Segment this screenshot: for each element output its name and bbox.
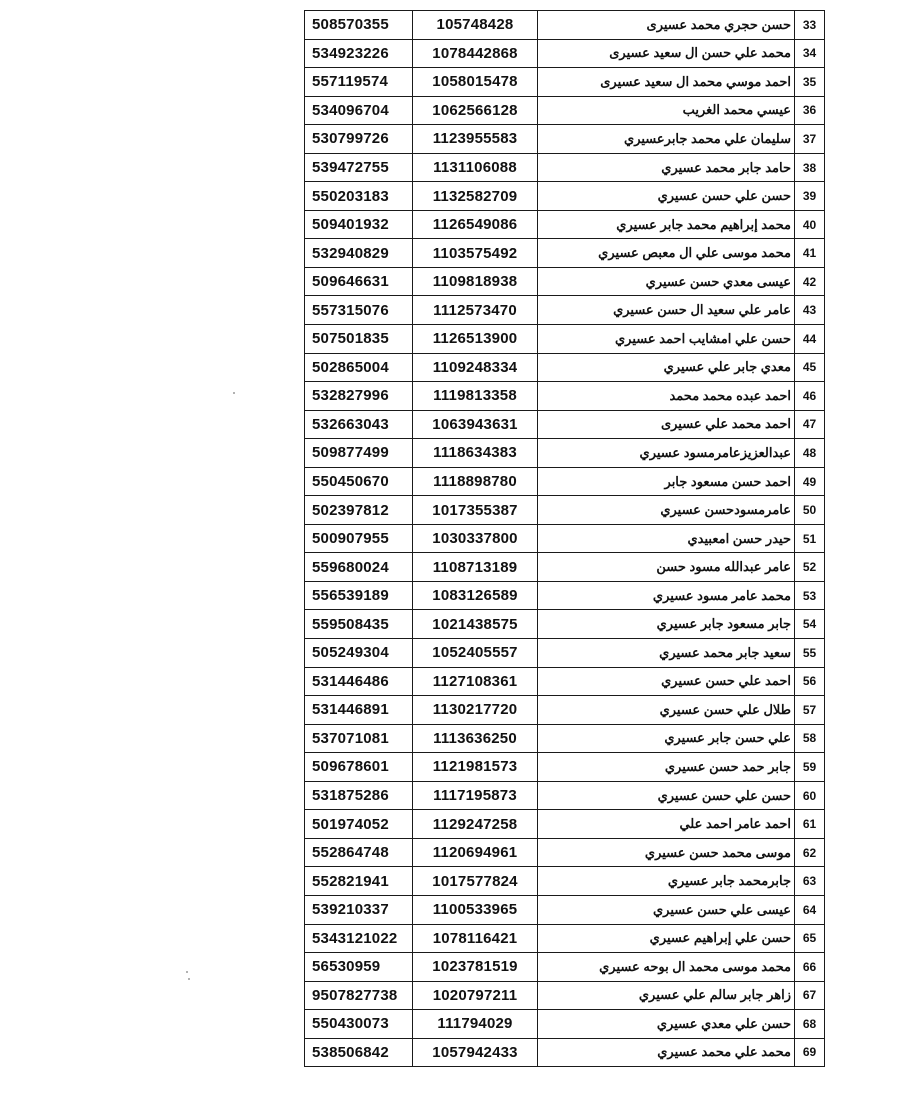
name-cell: محمد موسى محمد ال بوحه عسيري xyxy=(538,953,795,982)
row-number-cell: 34 xyxy=(795,39,825,68)
phone-cell: 532663043 xyxy=(305,410,413,439)
name-cell: حيدر حسن امعبيدي xyxy=(538,524,795,553)
row-number-cell: 51 xyxy=(795,524,825,553)
id-number-cell: 1017577824 xyxy=(413,867,538,896)
table-row xyxy=(305,553,825,582)
name-cell: سعيد جابر محمد عسيري xyxy=(538,639,795,668)
name-cell: حسن حجري محمد عسيرى xyxy=(538,11,795,40)
row-number-cell: 66 xyxy=(795,953,825,982)
table-row xyxy=(305,610,825,639)
name-cell: احمد عامر احمد علي xyxy=(538,810,795,839)
id-number-cell: 1078442868 xyxy=(413,39,538,68)
name-cell: احمد محمد علي عسيرى xyxy=(538,410,795,439)
table-row xyxy=(305,125,825,154)
name-cell: جابرمحمد جابر عسيري xyxy=(538,867,795,896)
phone-cell: 531446486 xyxy=(305,667,413,696)
table-row xyxy=(305,781,825,810)
name-cell: محمد إبراهيم محمد جابر عسيري xyxy=(538,210,795,239)
table-row xyxy=(305,410,825,439)
row-number-cell: 50 xyxy=(795,496,825,525)
id-number-cell: 1023781519 xyxy=(413,953,538,982)
phone-cell: 559680024 xyxy=(305,553,413,582)
table-row xyxy=(305,11,825,40)
table-row xyxy=(305,724,825,753)
scan-speck xyxy=(186,971,188,973)
id-number-cell: 1058015478 xyxy=(413,68,538,97)
id-number-cell: 1127108361 xyxy=(413,667,538,696)
scanned-table-sheet xyxy=(304,10,824,1067)
id-number-cell: 1103575492 xyxy=(413,239,538,268)
phone-cell: 550430073 xyxy=(305,1010,413,1039)
name-cell: احمد موسي محمد ال سعيد عسيرى xyxy=(538,68,795,97)
name-cell: محمد علي محمد عسيري xyxy=(538,1038,795,1067)
phone-cell: 534096704 xyxy=(305,96,413,125)
row-number-cell: 37 xyxy=(795,125,825,154)
phone-cell: 509646631 xyxy=(305,267,413,296)
name-cell: احمد حسن مسعود جابر xyxy=(538,467,795,496)
name-cell: عيسي محمد الغريب xyxy=(538,96,795,125)
table-row xyxy=(305,524,825,553)
table-row xyxy=(305,96,825,125)
phone-cell: 552821941 xyxy=(305,867,413,896)
phone-cell: 509401932 xyxy=(305,210,413,239)
table-row xyxy=(305,382,825,411)
name-cell: محمد علي حسن ال سعيد عسيرى xyxy=(538,39,795,68)
row-number-cell: 47 xyxy=(795,410,825,439)
id-number-cell: 1126549086 xyxy=(413,210,538,239)
phone-cell: 501974052 xyxy=(305,810,413,839)
name-cell: محمد عامر مسود عسيري xyxy=(538,581,795,610)
row-number-cell: 46 xyxy=(795,382,825,411)
id-number-cell: 1109248334 xyxy=(413,353,538,382)
id-number-cell: 1118898780 xyxy=(413,467,538,496)
phone-cell: 509877499 xyxy=(305,439,413,468)
table-row xyxy=(305,753,825,782)
name-cell: عامرمسودحسن عسيري xyxy=(538,496,795,525)
id-number-cell: 1017355387 xyxy=(413,496,538,525)
phone-cell: 502397812 xyxy=(305,496,413,525)
row-number-cell: 39 xyxy=(795,182,825,211)
phone-cell: 539210337 xyxy=(305,895,413,924)
id-number-cell: 1117195873 xyxy=(413,781,538,810)
phone-cell: 539472755 xyxy=(305,153,413,182)
phone-cell: 559508435 xyxy=(305,610,413,639)
phone-cell: 502865004 xyxy=(305,353,413,382)
id-number-cell: 1083126589 xyxy=(413,581,538,610)
id-number-cell: 1063943631 xyxy=(413,410,538,439)
name-cell: زاهر جابر سالم علي عسيري xyxy=(538,981,795,1010)
row-number-cell: 45 xyxy=(795,353,825,382)
row-number-cell: 67 xyxy=(795,981,825,1010)
row-number-cell: 54 xyxy=(795,610,825,639)
row-number-cell: 38 xyxy=(795,153,825,182)
name-cell: احمد علي حسن عسيري xyxy=(538,667,795,696)
phone-cell: 532827996 xyxy=(305,382,413,411)
name-cell: طلال علي حسن عسيري xyxy=(538,696,795,725)
phone-cell: 56530959 xyxy=(305,953,413,982)
row-number-cell: 41 xyxy=(795,239,825,268)
table-row xyxy=(305,210,825,239)
table-row xyxy=(305,153,825,182)
row-number-cell: 62 xyxy=(795,838,825,867)
phone-cell: 557315076 xyxy=(305,296,413,325)
id-number-cell: 1108713189 xyxy=(413,553,538,582)
id-number-cell: 111794029 xyxy=(413,1010,538,1039)
id-number-cell: 1057942433 xyxy=(413,1038,538,1067)
table-row xyxy=(305,1038,825,1067)
name-cell: سليمان علي محمد جابرعسيري xyxy=(538,125,795,154)
phone-cell: 538506842 xyxy=(305,1038,413,1067)
row-number-cell: 48 xyxy=(795,439,825,468)
phone-cell: 531446891 xyxy=(305,696,413,725)
row-number-cell: 64 xyxy=(795,895,825,924)
table-row xyxy=(305,810,825,839)
phone-cell: 508570355 xyxy=(305,11,413,40)
row-number-cell: 40 xyxy=(795,210,825,239)
row-number-cell: 33 xyxy=(795,11,825,40)
id-number-cell: 1021438575 xyxy=(413,610,538,639)
table-row xyxy=(305,439,825,468)
row-number-cell: 44 xyxy=(795,325,825,354)
name-cell: موسى محمد حسن عسيري xyxy=(538,838,795,867)
name-cell: عبدالعزيزعامرمسود عسيري xyxy=(538,439,795,468)
table-row xyxy=(305,325,825,354)
row-number-cell: 42 xyxy=(795,267,825,296)
table-row xyxy=(305,182,825,211)
name-cell: عيسى علي حسن عسيري xyxy=(538,895,795,924)
row-number-cell: 69 xyxy=(795,1038,825,1067)
phone-cell: 505249304 xyxy=(305,639,413,668)
table-row xyxy=(305,296,825,325)
phone-cell: 530799726 xyxy=(305,125,413,154)
id-number-cell: 1078116421 xyxy=(413,924,538,953)
row-number-cell: 56 xyxy=(795,667,825,696)
name-cell: حسن علي حسن عسيري xyxy=(538,781,795,810)
name-cell: حسن علي إبراهيم عسيري xyxy=(538,924,795,953)
id-number-cell: 1109818938 xyxy=(413,267,538,296)
table-row xyxy=(305,267,825,296)
phone-cell: 556539189 xyxy=(305,581,413,610)
phone-cell: 500907955 xyxy=(305,524,413,553)
name-cell: محمد موسى علي ال معبص عسيري xyxy=(538,239,795,268)
name-cell: حسن علي حسن عسيري xyxy=(538,182,795,211)
phone-cell: 534923226 xyxy=(305,39,413,68)
name-cell: احمد عبده محمد محمد xyxy=(538,382,795,411)
row-number-cell: 61 xyxy=(795,810,825,839)
table-row xyxy=(305,953,825,982)
name-cell: عامر علي سعيد ال حسن عسيري xyxy=(538,296,795,325)
row-number-cell: 59 xyxy=(795,753,825,782)
table-row xyxy=(305,639,825,668)
name-cell: معدي جابر علي عسيري xyxy=(538,353,795,382)
id-number-cell: 1131106088 xyxy=(413,153,538,182)
id-number-cell: 1120694961 xyxy=(413,838,538,867)
table-row xyxy=(305,353,825,382)
name-cell: جابر حمد حسن عسيري xyxy=(538,753,795,782)
name-cell: عامر عبدالله مسود حسن xyxy=(538,553,795,582)
table-row xyxy=(305,867,825,896)
table-row xyxy=(305,924,825,953)
id-number-cell: 105748428 xyxy=(413,11,538,40)
row-number-cell: 60 xyxy=(795,781,825,810)
row-number-cell: 63 xyxy=(795,867,825,896)
phone-cell: 509678601 xyxy=(305,753,413,782)
id-number-cell: 1132582709 xyxy=(413,182,538,211)
id-number-cell: 1123955583 xyxy=(413,125,538,154)
name-cell: علي حسن جابر عسيري xyxy=(538,724,795,753)
id-number-cell: 1100533965 xyxy=(413,895,538,924)
id-number-cell: 1020797211 xyxy=(413,981,538,1010)
row-number-cell: 53 xyxy=(795,581,825,610)
records-table-body xyxy=(305,11,825,1067)
table-row xyxy=(305,239,825,268)
table-row xyxy=(305,838,825,867)
row-number-cell: 35 xyxy=(795,68,825,97)
id-number-cell: 1113636250 xyxy=(413,724,538,753)
row-number-cell: 49 xyxy=(795,467,825,496)
id-number-cell: 1118634383 xyxy=(413,439,538,468)
id-number-cell: 1129247258 xyxy=(413,810,538,839)
id-number-cell: 1030337800 xyxy=(413,524,538,553)
table-row xyxy=(305,496,825,525)
phone-cell: 9507827738 xyxy=(305,981,413,1010)
phone-cell: 531875286 xyxy=(305,781,413,810)
name-cell: حسن علي امشايب احمد عسيري xyxy=(538,325,795,354)
table-row xyxy=(305,68,825,97)
table-row xyxy=(305,696,825,725)
row-number-cell: 52 xyxy=(795,553,825,582)
row-number-cell: 68 xyxy=(795,1010,825,1039)
phone-cell: 537071081 xyxy=(305,724,413,753)
phone-cell: 532940829 xyxy=(305,239,413,268)
id-number-cell: 1112573470 xyxy=(413,296,538,325)
table-row xyxy=(305,467,825,496)
table-row xyxy=(305,667,825,696)
id-number-cell: 1130217720 xyxy=(413,696,538,725)
id-number-cell: 1119813358 xyxy=(413,382,538,411)
row-number-cell: 36 xyxy=(795,96,825,125)
id-number-cell: 1126513900 xyxy=(413,325,538,354)
row-number-cell: 57 xyxy=(795,696,825,725)
phone-cell: 557119574 xyxy=(305,68,413,97)
id-number-cell: 1062566128 xyxy=(413,96,538,125)
table-row xyxy=(305,39,825,68)
scan-speck xyxy=(233,392,235,394)
table-row xyxy=(305,895,825,924)
table-row xyxy=(305,581,825,610)
phone-cell: 5343121022 xyxy=(305,924,413,953)
name-cell: جابر مسعود جابر عسيري xyxy=(538,610,795,639)
scan-speck xyxy=(188,978,190,980)
phone-cell: 552864748 xyxy=(305,838,413,867)
row-number-cell: 65 xyxy=(795,924,825,953)
phone-cell: 550450670 xyxy=(305,467,413,496)
phone-cell: 507501835 xyxy=(305,325,413,354)
name-cell: حامد جابر محمد عسيري xyxy=(538,153,795,182)
row-number-cell: 43 xyxy=(795,296,825,325)
id-number-cell: 1052405557 xyxy=(413,639,538,668)
table-row xyxy=(305,1010,825,1039)
name-cell: عيسى معدي حسن عسيري xyxy=(538,267,795,296)
row-number-cell: 58 xyxy=(795,724,825,753)
row-number-cell: 55 xyxy=(795,639,825,668)
name-cell: حسن علي معدي عسيري xyxy=(538,1010,795,1039)
phone-cell: 550203183 xyxy=(305,182,413,211)
table-row xyxy=(305,981,825,1010)
records-table xyxy=(304,10,825,1067)
id-number-cell: 1121981573 xyxy=(413,753,538,782)
